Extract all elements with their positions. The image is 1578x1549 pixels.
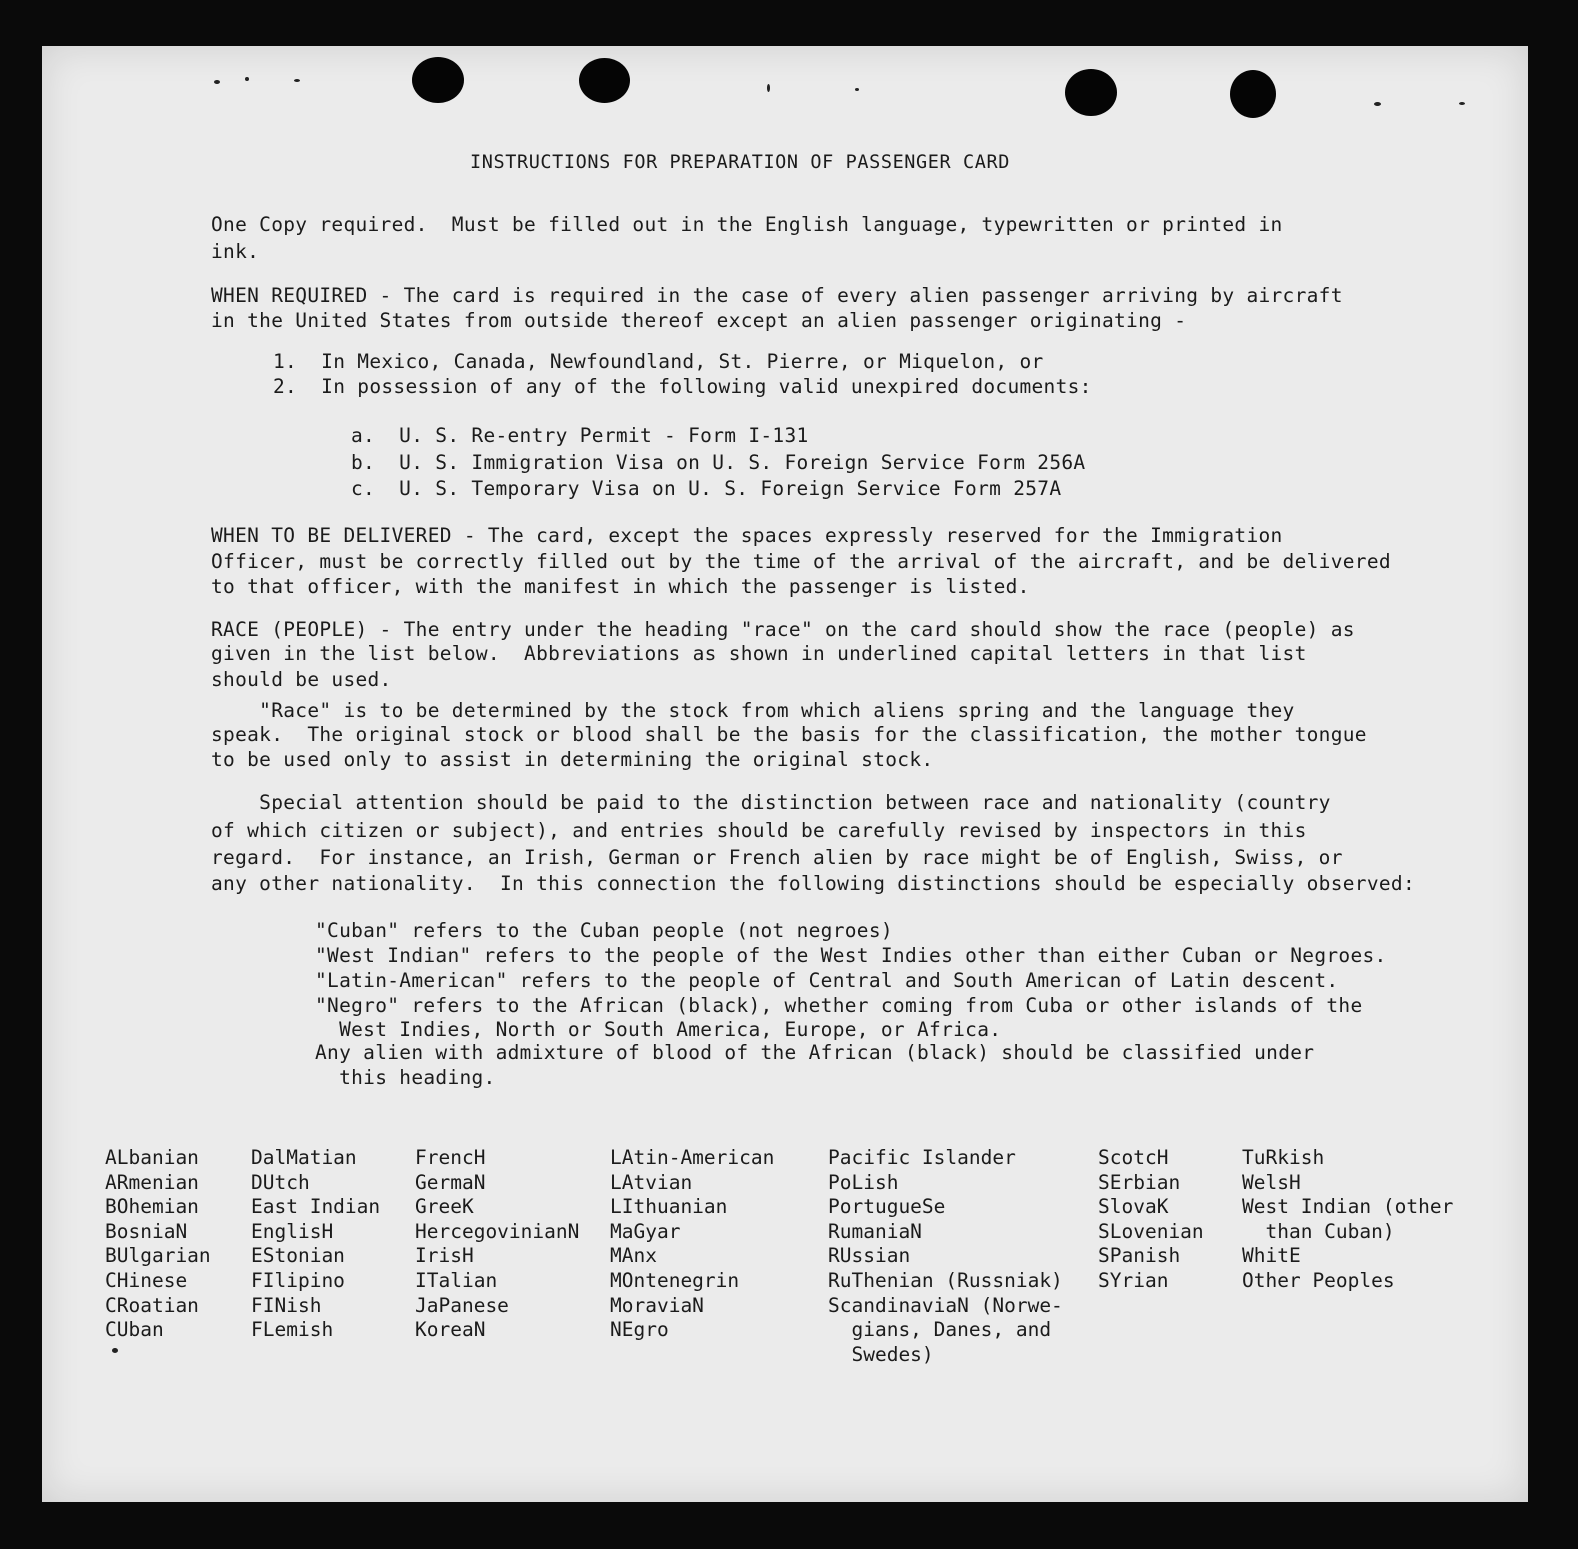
race-item: ALbanian <box>105 1146 199 1169</box>
race-item: West Indian (other <box>1242 1195 1454 1219</box>
race-item: KoreaN <box>415 1318 486 1342</box>
race-item: CHinese <box>105 1268 188 1292</box>
list-item: 1. In Mexico, Canada, Newfoundland, St. Pierre, or Miquelon, or <box>273 350 1044 373</box>
race-column-6 <box>1098 1146 1204 1294</box>
race-item: BUlgarian <box>105 1244 211 1268</box>
race-item: CUban <box>105 1318 164 1342</box>
race-item: LAtvian <box>610 1170 693 1194</box>
paragraph-line: regard. For instance, an Irish, German or French alien by race might be of English, Swiss, or <box>211 846 1343 869</box>
race-item: ITalian <box>415 1268 498 1292</box>
speck <box>855 88 859 91</box>
race-item: gians, Danes, and <box>828 1318 1052 1342</box>
speck <box>214 80 220 84</box>
paragraph-line: WHEN TO BE DELIVERED - The card, except the spaces expressly reserved for the Immigration <box>211 524 1283 547</box>
punch-hole <box>579 58 630 103</box>
race-item: LAtin-American <box>610 1146 775 1169</box>
race-column-4 <box>610 1146 774 1343</box>
race-item: FINish <box>251 1293 322 1317</box>
race-item: FLemish <box>251 1318 334 1342</box>
race-column-3 <box>415 1146 579 1343</box>
race-item: SYrian <box>1098 1268 1169 1292</box>
race-item: RuThenian (Russniak) <box>828 1268 1063 1292</box>
punch-hole <box>1065 69 1117 116</box>
speck <box>112 1348 118 1353</box>
race-item: CRoatian <box>105 1293 199 1317</box>
race-item: GreeK <box>415 1195 474 1219</box>
race-item: BosniaN <box>105 1219 188 1243</box>
race-item: MAnx <box>610 1244 657 1268</box>
speck <box>1374 102 1381 106</box>
race-item: East Indian <box>251 1195 381 1219</box>
paragraph-line: RACE (PEOPLE) - The entry under the heading "race" on the card should show the race (people) as <box>211 618 1355 641</box>
race-item: ARmenian <box>105 1170 199 1194</box>
speck <box>1459 102 1465 105</box>
race-item: EStonian <box>251 1244 345 1268</box>
definition-line: "Latin-American" refers to the people of Central and South American of Latin descent. <box>315 969 1339 992</box>
paragraph-line: any other nationality. In this connection the following distinctions should be especially observed: <box>211 872 1415 895</box>
race-item: EnglisH <box>251 1219 334 1243</box>
paragraph-line: to that officer, with the manifest in which the passenger is listed. <box>211 575 1030 598</box>
race-item: SErbian <box>1098 1170 1181 1194</box>
race-column-1 <box>105 1146 211 1343</box>
paragraph-line: Officer, must be correctly filled out by the time of the arrival of the aircraft, and be delivered <box>211 550 1391 573</box>
race-item: DUtch <box>251 1170 310 1194</box>
race-item: JaPanese <box>415 1293 509 1317</box>
definition-line: Any alien with admixture of blood of the African (black) should be classified under <box>315 1041 1315 1064</box>
punch-hole <box>1230 70 1276 118</box>
race-column-7 <box>1242 1146 1453 1294</box>
race-item: GermaN <box>415 1170 486 1194</box>
list-item: 2. In possession of any of the following valid unexpired documents: <box>273 375 1092 398</box>
speck <box>767 84 770 92</box>
list-item: a. U. S. Re-entry Permit - Form I-131 <box>351 424 809 447</box>
race-item: WelsH <box>1242 1170 1301 1194</box>
list-item: c. U. S. Temporary Visa on U. S. Foreign Service Form 257A <box>351 477 1062 500</box>
list-item: b. U. S. Immigration Visa on U. S. Foreign Service Form 256A <box>351 451 1086 474</box>
paragraph-line: to be used only to assist in determining the original stock. <box>211 748 934 771</box>
race-item: DalMatian <box>251 1146 357 1169</box>
race-column-5 <box>828 1146 1063 1367</box>
race-item: MaGyar <box>610 1219 681 1243</box>
paragraph-line: given in the list below. Abbreviations as shown in underlined capital letters in that list <box>211 642 1307 665</box>
race-column-2 <box>251 1146 380 1343</box>
race-item: RUssian <box>828 1244 911 1268</box>
race-item: BOhemian <box>105 1195 199 1219</box>
paragraph-line: in the United States from outside thereof except an alien passenger originating - <box>211 309 1187 332</box>
paragraph-line: ink. <box>211 240 260 263</box>
race-item: NEgro <box>610 1318 669 1342</box>
paragraph-line: Special attention should be paid to the distinction between race and nationality (country <box>211 791 1331 814</box>
race-item: SPanish <box>1098 1244 1181 1268</box>
race-item: Pacific Islander <box>828 1146 1016 1169</box>
race-item: MOntenegrin <box>610 1268 740 1292</box>
race-item: MoraviaN <box>610 1293 704 1317</box>
paragraph-line: One Copy required. Must be filled out in the English language, typewritten or printed in <box>211 213 1283 236</box>
race-item: PortugueSe <box>828 1195 946 1219</box>
definition-line: West Indies, North or South America, Europe, or Africa. <box>315 1018 1002 1041</box>
race-item: Swedes) <box>828 1342 934 1366</box>
race-item: than Cuban) <box>1242 1219 1395 1243</box>
paragraph-line: "Race" is to be determined by the stock from which aliens spring and the language they <box>211 699 1295 722</box>
race-item: TuRkish <box>1242 1146 1325 1169</box>
definition-line: "Cuban" refers to the Cuban people (not negroes) <box>315 919 893 942</box>
race-item: LIthuanian <box>610 1195 728 1219</box>
race-item: FIlipino <box>251 1268 345 1292</box>
race-item: IrisH <box>415 1244 474 1268</box>
race-item: PoLish <box>828 1170 899 1194</box>
paragraph-line: should be used. <box>211 668 392 691</box>
punch-hole <box>412 57 464 103</box>
speck <box>294 79 300 82</box>
paragraph-line: WHEN REQUIRED - The card is required in the case of every alien passenger arriving by aircraft <box>211 284 1343 307</box>
race-item: ScotcH <box>1098 1146 1169 1169</box>
page-title: INSTRUCTIONS FOR PREPARATION OF PASSENGER CARD <box>470 152 1010 173</box>
definition-line: "West Indian" refers to the people of the West Indies other than either Cuban or Negroes. <box>315 944 1387 967</box>
race-item: SlovaK <box>1098 1195 1169 1219</box>
paragraph-line: speak. The original stock or blood shall be the basis for the classification, the mother tongue <box>211 723 1367 746</box>
race-item: RumaniaN <box>828 1219 922 1243</box>
definition-line: "Negro" refers to the African (black), whether coming from Cuba or other islands of the <box>315 994 1363 1017</box>
race-item: Other Peoples <box>1242 1268 1395 1292</box>
race-item: SLovenian <box>1098 1219 1204 1243</box>
paragraph-line: of which citizen or subject), and entries should be carefully revised by inspectors in this <box>211 819 1307 842</box>
race-item: WhitE <box>1242 1244 1301 1268</box>
definition-line: this heading. <box>315 1066 496 1089</box>
race-item: HercegovinianN <box>415 1219 580 1243</box>
race-item: ScandinaviaN (Norwe- <box>828 1293 1063 1317</box>
race-item: FrencH <box>415 1146 486 1169</box>
speck <box>245 77 249 81</box>
